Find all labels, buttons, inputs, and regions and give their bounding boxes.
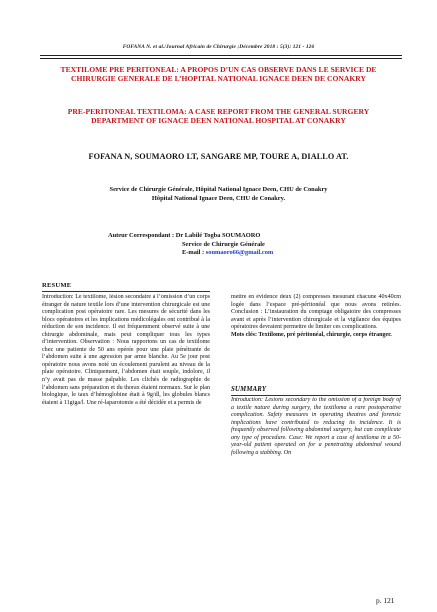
title-french: TEXTILOME PRE PERITONEAL: A PROPOS D’UN CAS OBSERVE DANS LE SERVICE DE CHIRURGIE GENERALE DE L’HOPITAL NATIONAL IGNACE DEEN DE CONAKRY — [60, 65, 377, 83]
summary-text: Introduction: Lesions secondary to the omission of a foreign body of a textile nature during surgery, the textiloma a rare postoperative complication. Safety measures in operating theatres and forensic implications have contributed to reducing its incidence. It is frequently observed following abdominal surgery, but can complicate any type of procedure. Case: We report a case of textiloma in a 50-year-old patient operated on for a penetrating abdominal wound following a stabbing. On — [231, 397, 401, 456]
running-head: FOFANA N. et al./Journal Africain de Chirurgie ;Décembre 2018 : 5(3): 121 - 126 — [122, 44, 315, 50]
resume-heading: RESUME — [42, 282, 72, 289]
authors: FOFANA N, SOUMAORO LT, SANGARE MP, TOURE A, DIALLO AT. — [88, 152, 349, 161]
resume-rule — [42, 291, 210, 292]
keywords: Mots clés: Textilome, pré péritonéal, chirurgie, corps étranger. — [231, 331, 392, 338]
header-rule — [40, 55, 402, 56]
summary-rule — [231, 395, 401, 396]
email-link[interactable]: soumaoro66@gmail.com — [205, 249, 274, 257]
affiliation — [60, 185, 377, 203]
corresponding-author: Auteur Correspondant : Dr Labilé Togba SOUMAORO — [108, 232, 261, 239]
affiliation-line: Hôpital National Ignace Deen, CHU de Conakry. — [151, 195, 286, 203]
title-english: PRE-PERITONEAL TEXTILOMA: A CASE REPORT FROM THE GENERAL SURGERY DEPARTMENT OF IGNACE DEEN NATIONAL HOSPITAL AT CONAKRY — [67, 107, 370, 125]
email-line — [108, 249, 368, 258]
correspondence — [108, 232, 368, 258]
corresponding-service: Service de Chirurgie Générale — [182, 240, 265, 248]
summary-heading: SUMMARY — [231, 386, 267, 393]
resume-continuation: mettre en évidence deux (2) compresses mesurant chacune 40x40cm logée dans l’espace pré-péritonéal que nous avons retirées. Conclusion : L’instauration du comptage obligatoire des compresses avant et après l’intervention chirurgicale et la vigilance des équipes opératoires devraient permettre de limiter ces complications. — [231, 294, 401, 331]
resume-text-left: Introduction: Le textilome, lésion secondaire à l’omission d’un corps étranger de nature textile lors d’une intervention chirurgicale est une complication post opératoire rare. Les mesures de sécurité dans les blocs opératoires et les implications médicolégales ont contribué à la réduction de son incidence. Il est fréquemment observé suite à une chirurgie abdominale, mais peut compliquer tous les types d’intervention. Observation : Nous rapportons un cas de textilome chez une patiente de 50 ans opérée pour une plaie pénétrante de l’abdomen suite à une agression par arme blanche. Au 5e jour post opératoire nous avons noté un écoulement purulent au niveau de la plaie opératoire. Cliniquement, l’abdomen était souple, indolore, il n’y avait pas de masse palpable. Les clichés de radiographie de l’abdomen sans préparation et du thorax étaient normaux. Sur le plan biologique, le taux d’hémoglobine était à 9g/dl, les globules blancs étaient à 11giga/l. Une ré-laparotomie a été décidée et a permis de — [42, 294, 210, 406]
page-number: p. 121 — [376, 596, 395, 605]
affiliation-line: Service de Chirurgie Générale, Hôpital National Ignace Deen, CHU de Conakry — [109, 186, 328, 193]
email-label: E-mail : — [182, 249, 206, 257]
resume-text-right — [231, 294, 401, 386]
header-rule-thin — [40, 58, 402, 59]
